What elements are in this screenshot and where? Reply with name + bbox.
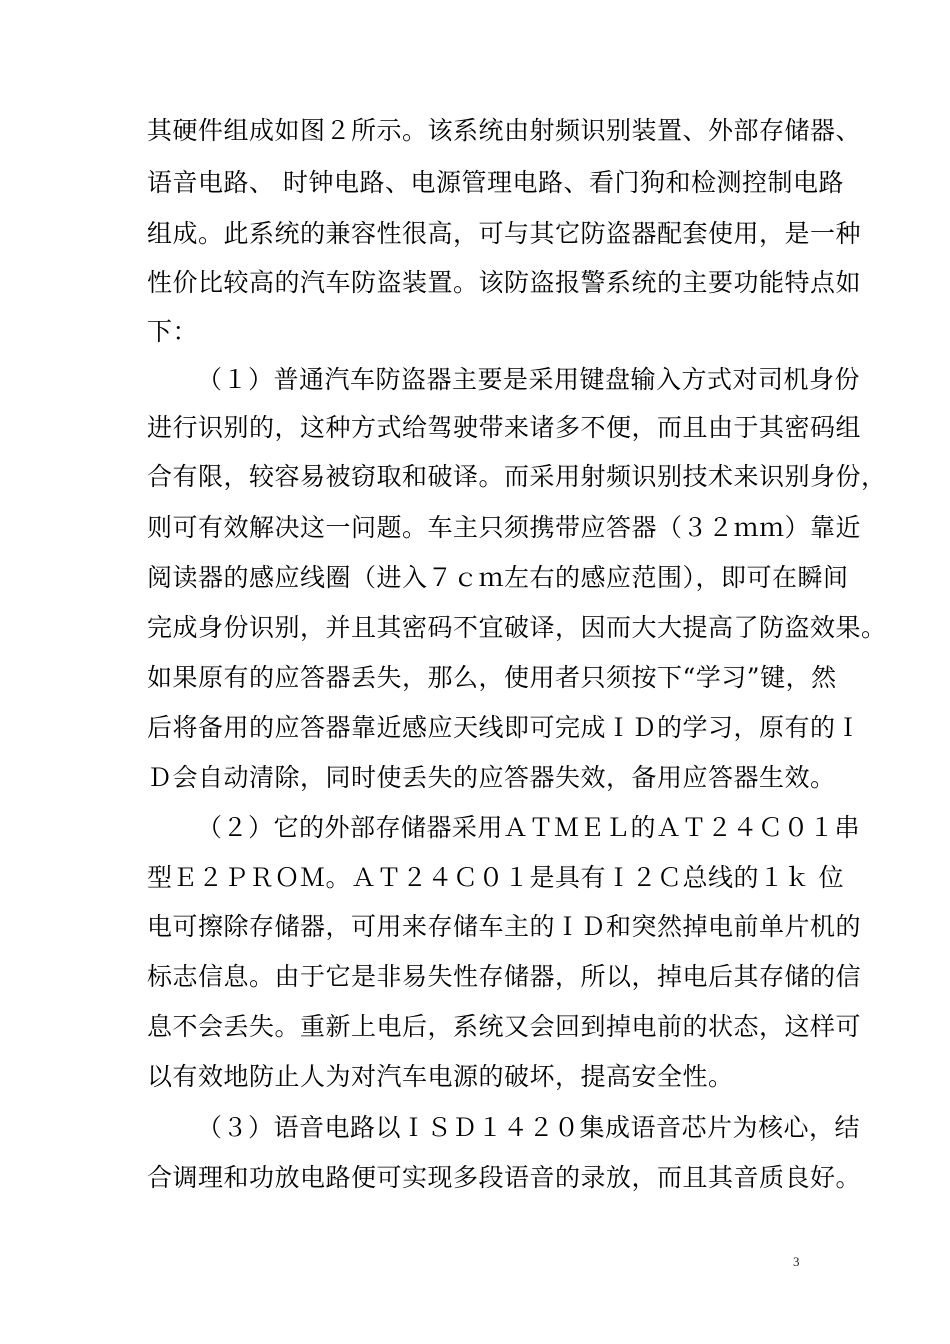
paragraph-line: 如果原有的应答器丢失，那么，使用者只须按下“学习”键，然 <box>147 663 837 692</box>
paragraph-line: 其硬件组成如图２所示。该系统由射频识别装置、外部存储器、 <box>147 116 862 145</box>
paragraph-line: 完成身份识别，并且其密码不宜破译，因而大大提高了防盗效果。 <box>147 613 887 642</box>
paragraph-line: 型Ｅ２ＰＲＯＭ。ＡＴ２４Ｃ０１是具有Ｉ２Ｃ总线的１ｋ 位 <box>147 863 844 892</box>
paragraph-line: （２）它的外部存储器采用ＡＴＭＥＬ的ＡＴ２４Ｃ０１串 <box>197 813 861 842</box>
paragraph-line: 合有限，较容易被窃取和破译。而采用射频识别技术来识别身份， <box>147 462 887 491</box>
paragraph-line: （３）语音电路以ＩＳＤ１４２０集成语音芯片为核心，结 <box>197 1113 861 1142</box>
paragraph-line: 电可擦除存储器，可用来存储车主的ＩＤ和突然掉电前单片机的 <box>147 912 862 941</box>
paragraph-line: 以有效地防止人为对汽车电源的破坏，提高安全性。 <box>147 1062 734 1091</box>
paragraph-line: 语音电路、 时钟电路、电源管理电路、看门狗和检测控制电路 <box>147 168 844 197</box>
paragraph-line: 息不会丢失。重新上电后，系统又会回到掉电前的状态，这样可 <box>147 1012 862 1041</box>
paragraph-line: 组成。此系统的兼容性很高，可与其它防盗器配套使用，是一种 <box>147 219 862 248</box>
paragraph-line: 后将备用的应答器靠近感应天线即可完成ＩＤ的学习，原有的Ｉ <box>147 713 862 742</box>
paragraph-line: 合调理和功放电路便可实现多段语音的录放，而且其音质良好。 <box>147 1163 862 1192</box>
paragraph-line: 下： <box>147 317 199 346</box>
paragraph-line: 进行识别的，这种方式给驾驶带来诸多不便，而且由于其密码组 <box>147 413 862 442</box>
paragraph-line: 标志信息。由于它是非易失性存储器，所以，掉电后其存储的信 <box>147 962 862 991</box>
paragraph-line: （１）普通汽车防盗器主要是采用键盘输入方式对司机身份 <box>197 365 861 394</box>
paragraph-line: 则可有效解决这一问题。车主只须携带应答器（３２ｍｍ）靠近 <box>147 513 862 542</box>
paragraph-line: Ｄ会自动清除，同时使丢失的应答器失效，备用应答器生效。 <box>147 763 836 792</box>
paragraph-line: 性价比较高的汽车防盗装置。该防盗报警系统的主要功能特点如 <box>147 268 862 297</box>
paragraph-line: 阅读器的感应线圈（进入７ｃｍ左右的感应范围），即可在瞬间 <box>147 563 849 592</box>
page-number: 3 <box>793 1254 800 1269</box>
